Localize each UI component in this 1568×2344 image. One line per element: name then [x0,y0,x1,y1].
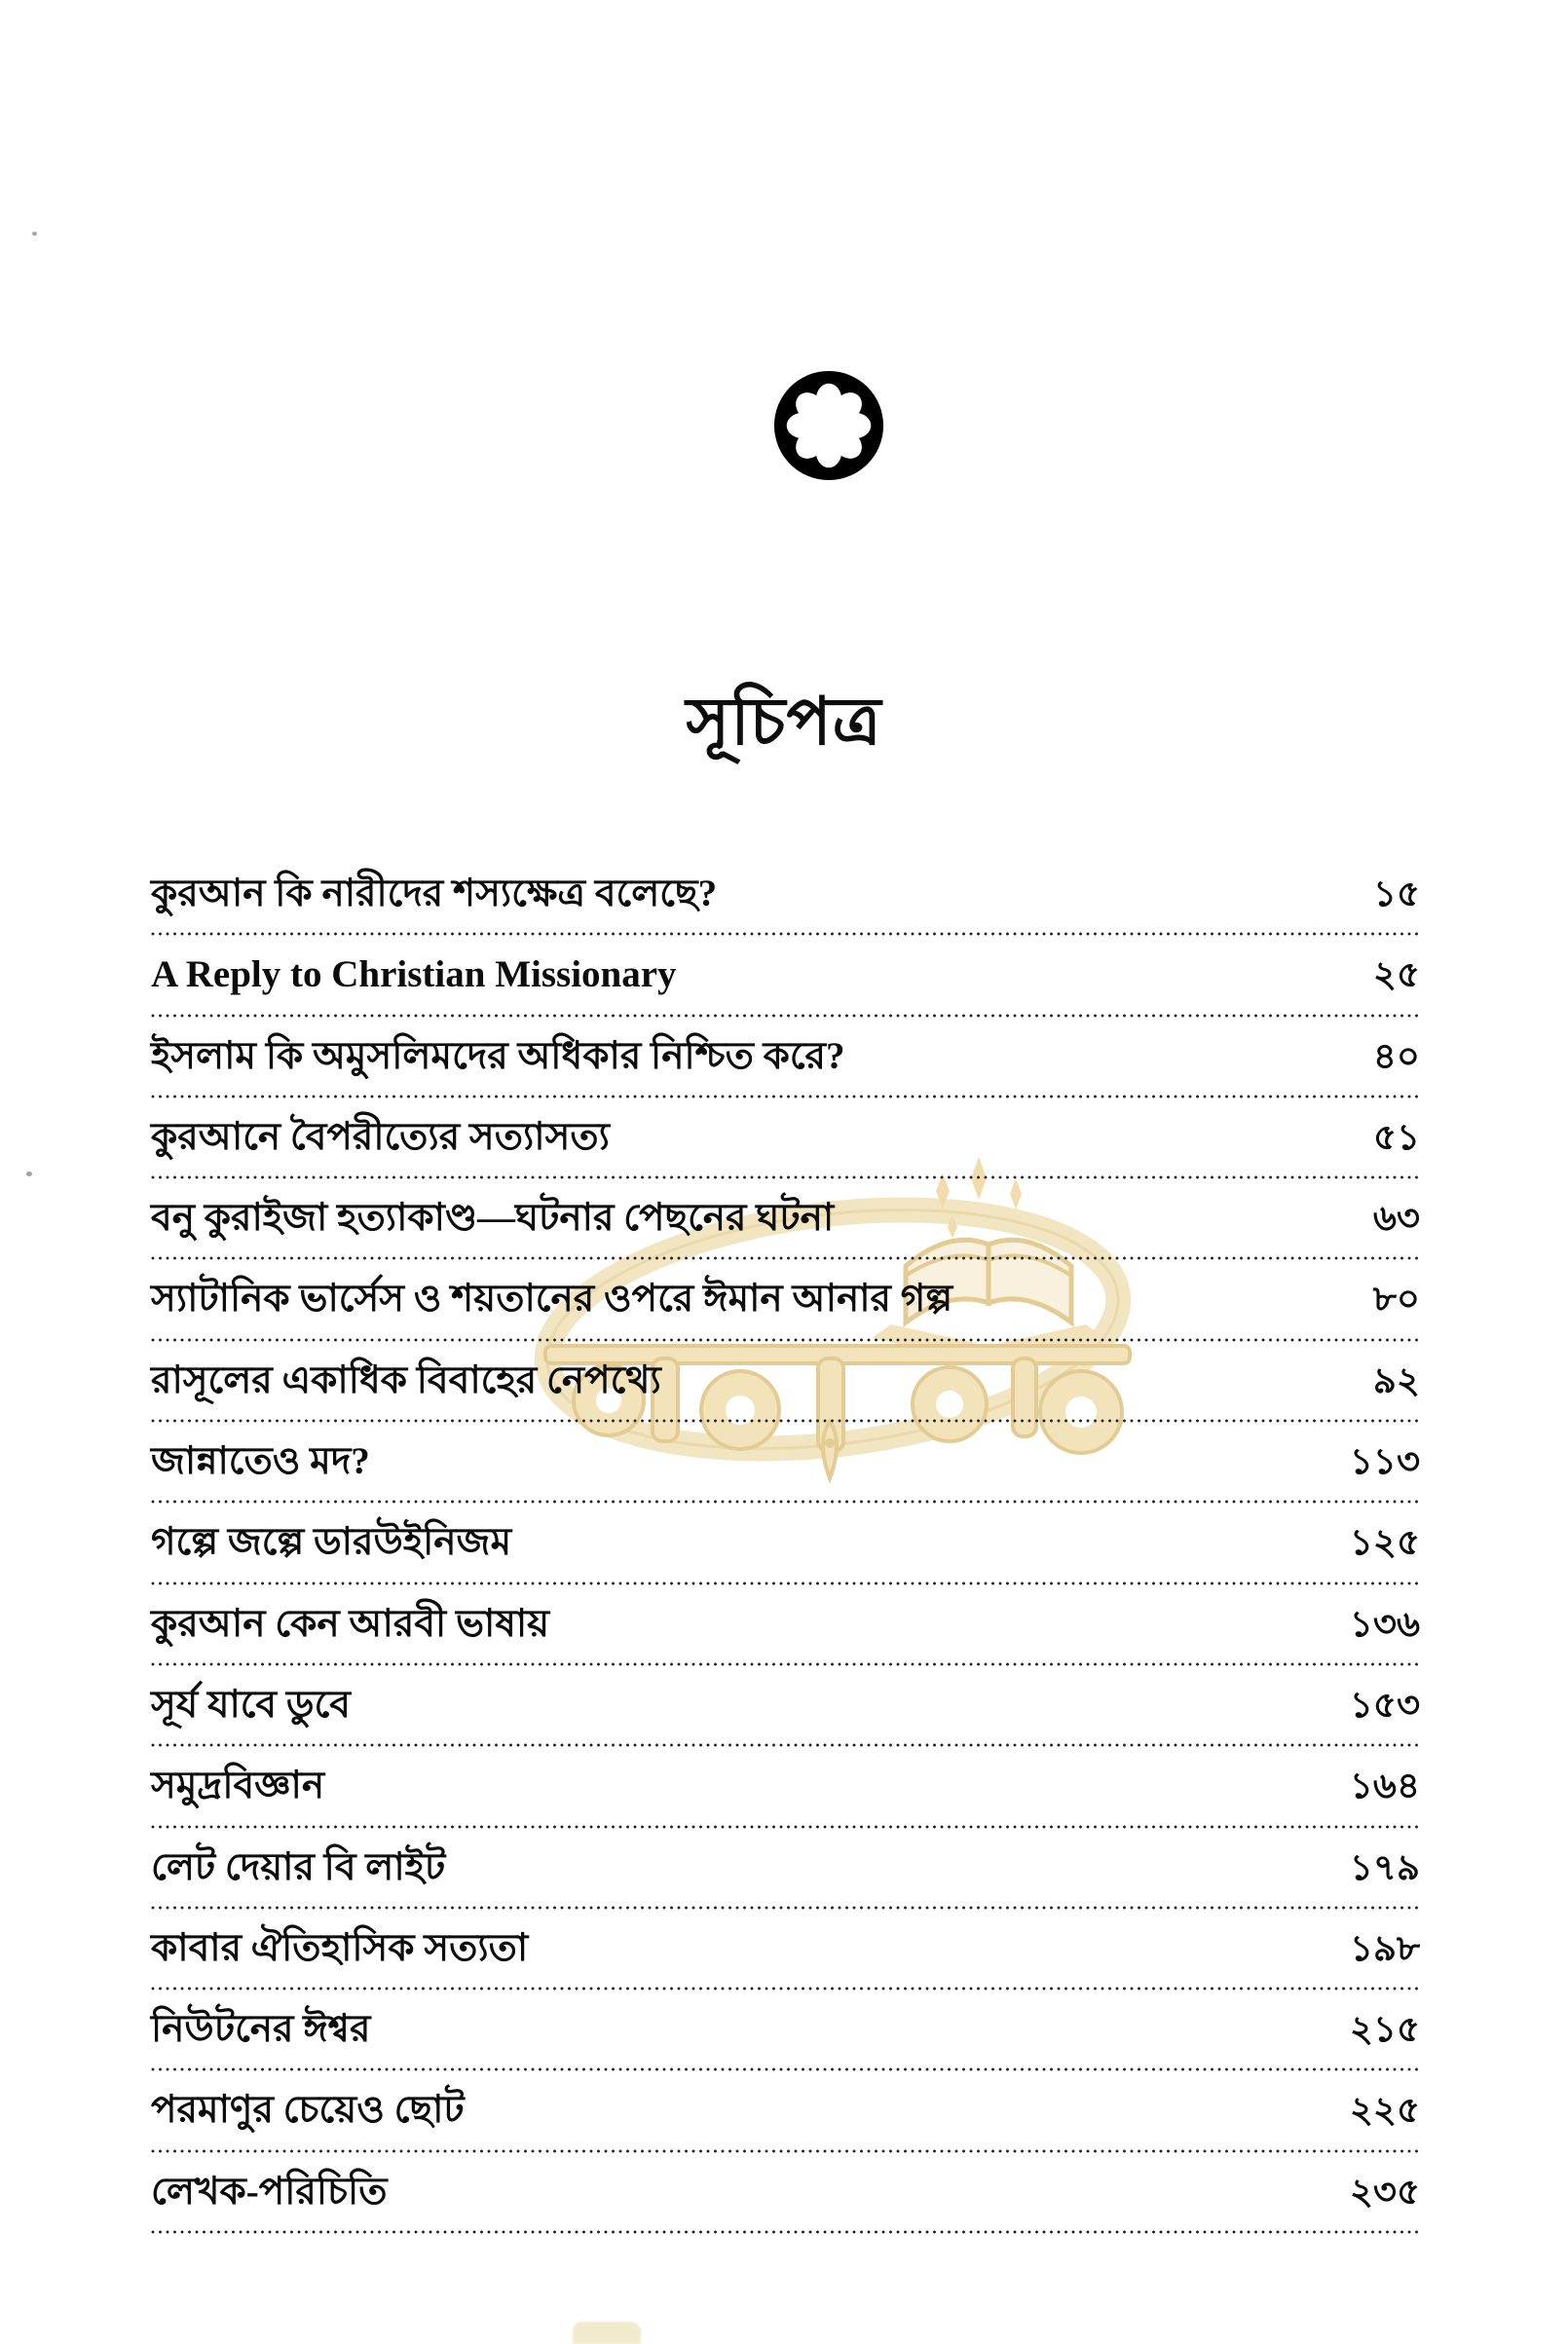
toc-row [151,1098,1422,1170]
toc-entry [151,2071,1422,2152]
toc-entry-title: পরমাণুর চেয়েও ছোট [151,2089,465,2132]
toc-entry-page-number: ১৫৩ [1349,1685,1420,1726]
scan-speck [32,232,37,236]
toc-entry [151,1585,1422,1666]
toc-entry [151,1747,1422,1828]
toc-entry-title: ইসলাম কি অমুসলিমদের অধিকার নিশ্চিত করে? [151,1034,845,1077]
toc-entry-title: লেট দেয়ার বি লাইট [151,1845,446,1888]
toc-entry-page-number: ১১৩ [1349,1442,1420,1483]
toc-entry-title: নিউটনের ঈশ্বর [151,2008,371,2051]
toc-entry-page-number: ৪০ [1372,1036,1420,1077]
toc-row [151,1504,1422,1575]
rosette-flower-logo [771,365,886,486]
toc-entry-title: বনু কুরাইজা হত্যাকাণ্ড—ঘটনার পেছনের ঘটনা [151,1197,835,1240]
toc-entry-page-number: ১৫ [1372,874,1420,914]
toc-entry-title: গল্পে জল্পে ডারউইনিজম [151,1521,512,1564]
toc-row [151,1179,1422,1250]
toc-row [151,1423,1422,1494]
toc-row [151,1829,1422,1900]
toc-entry-page-number: ১৯৮ [1349,1928,1420,1969]
toc-entry [151,1342,1422,1423]
toc-entry-page-number: ১৩৬ [1349,1604,1420,1645]
toc-entry-page-number: ১২৫ [1349,1523,1420,1564]
toc-entry [151,1018,1422,1098]
toc-entry [151,936,1422,1017]
toc-row [151,1018,1422,1089]
toc-entry [151,1260,1422,1341]
toc-entry-title: কুরআন কেন আরবী ভাষায় [151,1602,550,1645]
toc-entry-page-number: ২৩৫ [1349,2172,1420,2213]
toc-entry-title: A Reply to Christian Missionary [151,953,677,996]
toc-row [151,936,1422,1007]
toc-entry [151,1179,1422,1260]
toc-row [151,1666,1422,1737]
toc-entry-page-number: ২২৫ [1349,2091,1420,2132]
toc-entry [151,2153,1422,2234]
toc-entry-title: সূর্য যাবে ডুবে [151,1683,351,1726]
toc-entry-page-number: ২১৫ [1349,2010,1420,2051]
toc-entry-page-number: ১৬৪ [1349,1767,1420,1807]
toc-entry [151,1991,1422,2071]
page-title: সূচিপত্র [686,685,882,759]
toc-row [151,1260,1422,1331]
toc-row [151,855,1422,926]
toc-entry-page-number: ১৭৯ [1349,1847,1420,1888]
toc-entry-title: জান্নাতেও মদ? [151,1440,370,1483]
toc-entry-title: রাসূলের একাধিক বিবাহের নেপথ্যে [151,1358,661,1401]
toc-entry [151,855,1422,936]
toc-entry [151,1098,1422,1179]
toc-row [151,2153,1422,2224]
toc-entry-page-number: ৬৩ [1372,1199,1420,1240]
toc-entry [151,1504,1422,1584]
toc-entry-page-number: ২৫ [1372,955,1420,996]
toc-list [151,855,1422,2234]
toc-entry [151,1829,1422,1910]
toc-row [151,1585,1422,1656]
toc-row [151,1910,1422,1981]
toc-entry-title: কুরআনে বৈপরীত্যের সত্যাসত্য [151,1115,610,1158]
toc-entry [151,1423,1422,1504]
scan-smudge [573,2322,641,2344]
toc-entry-title: স্যাটানিক ভার্সেস ও শয়তানের ওপরে ঈমান আনার গল্প [151,1278,953,1321]
toc-row [151,2071,1422,2142]
toc-row [151,1747,1422,1818]
toc-entry-title: কাবার ঐতিহাসিক সত্যতা [151,1926,529,1969]
rosette-flower-icon [771,365,886,486]
toc-entry-title: লেখক-পরিচিতি [151,2170,388,2213]
toc-entry [151,1910,1422,1991]
toc-row [151,1991,1422,2062]
toc-entry-title: কুরআন কি নারীদের শস্যক্ষেত্র বলেছে? [151,873,718,914]
toc-entry [151,1666,1422,1747]
toc-entry-title: সমুদ্রবিজ্ঞান [151,1765,325,1807]
toc-entry-page-number: ৫১ [1372,1117,1420,1158]
scan-speck [26,1172,32,1176]
dotted-leader-line [151,2230,1422,2234]
toc-entry-page-number: ৯২ [1372,1360,1420,1401]
toc-row [151,1342,1422,1413]
toc-entry-page-number: ৮০ [1372,1280,1420,1321]
